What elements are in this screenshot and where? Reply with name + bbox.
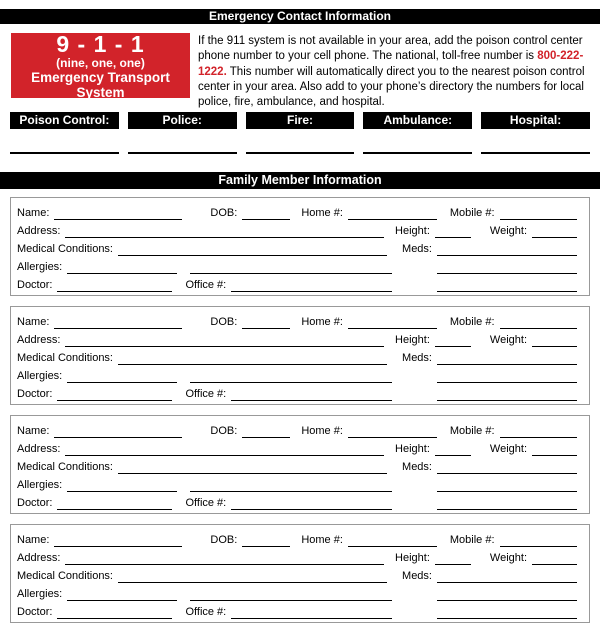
allergies-continuation-field[interactable] bbox=[190, 380, 392, 383]
name-label: Name: bbox=[17, 207, 50, 220]
member-row-4 bbox=[17, 583, 577, 601]
member-row-4 bbox=[17, 474, 577, 492]
allergies-continuation-field[interactable] bbox=[190, 598, 392, 601]
medical-conditions-label: Medical Conditions: bbox=[17, 461, 113, 474]
contact-number-field[interactable] bbox=[128, 152, 237, 154]
weight-label: Weight: bbox=[489, 552, 527, 565]
member-row-3 bbox=[17, 238, 577, 256]
meds-continuation-field-2[interactable] bbox=[437, 398, 577, 401]
member-row-2 bbox=[17, 438, 577, 456]
meds-field[interactable] bbox=[437, 362, 577, 365]
weight-label: Weight: bbox=[489, 334, 527, 347]
meds-field[interactable] bbox=[437, 253, 577, 256]
family-section-title: Family Member Information bbox=[0, 172, 600, 189]
office-phone-field[interactable] bbox=[231, 289, 392, 292]
address-label: Address: bbox=[17, 225, 61, 238]
member-row-3 bbox=[17, 456, 577, 474]
contact-label: Police: bbox=[128, 112, 237, 129]
height-field[interactable] bbox=[435, 235, 471, 238]
name-label: Name: bbox=[17, 316, 50, 329]
allergies-label: Allergies: bbox=[17, 588, 63, 601]
member-row-1 bbox=[17, 311, 577, 329]
office-phone-label: Office #: bbox=[185, 388, 227, 401]
allergies-field[interactable] bbox=[67, 271, 177, 274]
family-member-block bbox=[10, 415, 590, 514]
allergies-continuation-field[interactable] bbox=[190, 271, 392, 274]
allergies-label: Allergies: bbox=[17, 261, 63, 274]
dob-label: DOB: bbox=[210, 425, 238, 438]
member-row-1 bbox=[17, 202, 577, 220]
home-phone-field[interactable] bbox=[348, 435, 437, 438]
height-field[interactable] bbox=[435, 562, 471, 565]
name-field[interactable] bbox=[54, 217, 182, 220]
meds-continuation-field[interactable] bbox=[437, 380, 577, 383]
meds-label: Meds: bbox=[402, 570, 432, 583]
home-phone-field[interactable] bbox=[348, 217, 437, 220]
name-field[interactable] bbox=[54, 435, 182, 438]
weight-field[interactable] bbox=[532, 562, 577, 565]
home-phone-label: Home #: bbox=[301, 207, 343, 220]
member-row-2 bbox=[17, 329, 577, 347]
name-field[interactable] bbox=[54, 544, 182, 547]
mobile-phone-label: Mobile #: bbox=[449, 316, 495, 329]
address-field[interactable] bbox=[65, 453, 384, 456]
member-row-5 bbox=[17, 601, 577, 619]
contact-column bbox=[10, 112, 119, 154]
office-phone-label: Office #: bbox=[185, 279, 227, 292]
contact-number-field[interactable] bbox=[481, 152, 590, 154]
office-phone-label: Office #: bbox=[185, 606, 227, 619]
meds-continuation-field[interactable] bbox=[437, 271, 577, 274]
contact-number-field[interactable] bbox=[10, 152, 119, 154]
home-phone-field[interactable] bbox=[348, 326, 437, 329]
page-title: Emergency Contact Information bbox=[0, 9, 600, 24]
family-member-block bbox=[10, 524, 590, 623]
address-label: Address: bbox=[17, 334, 61, 347]
home-phone-label: Home #: bbox=[301, 534, 343, 547]
allergies-continuation-field[interactable] bbox=[190, 489, 392, 492]
home-phone-field[interactable] bbox=[348, 544, 437, 547]
mobile-phone-field[interactable] bbox=[500, 544, 577, 547]
address-field[interactable] bbox=[65, 562, 384, 565]
member-row-1 bbox=[17, 529, 577, 547]
family-member-block bbox=[10, 306, 590, 405]
height-label: Height: bbox=[395, 334, 430, 347]
dob-label: DOB: bbox=[210, 316, 238, 329]
address-field[interactable] bbox=[65, 235, 384, 238]
contact-label: Ambulance: bbox=[363, 112, 472, 129]
family-member-block bbox=[10, 197, 590, 296]
mobile-phone-field[interactable] bbox=[500, 435, 577, 438]
dob-field[interactable] bbox=[242, 544, 290, 547]
contact-number-field[interactable] bbox=[363, 152, 472, 154]
height-label: Height: bbox=[395, 552, 430, 565]
911-caption: Emergency Transport System bbox=[31, 69, 170, 100]
address-field[interactable] bbox=[65, 344, 384, 347]
height-field[interactable] bbox=[435, 344, 471, 347]
mobile-phone-label: Mobile #: bbox=[449, 425, 495, 438]
allergies-field[interactable] bbox=[67, 380, 177, 383]
member-row-4 bbox=[17, 365, 577, 383]
height-label: Height: bbox=[395, 225, 430, 238]
mobile-phone-label: Mobile #: bbox=[449, 207, 495, 220]
height-field[interactable] bbox=[435, 453, 471, 456]
office-phone-field[interactable] bbox=[231, 507, 392, 510]
mobile-phone-field[interactable] bbox=[500, 217, 577, 220]
911-number: 9 - 1 - 1 bbox=[56, 30, 145, 57]
poison-control-phone-number: 800-222-1222. bbox=[198, 50, 584, 78]
emergency-contacts-row bbox=[10, 112, 590, 154]
instructions-paragraph bbox=[198, 34, 592, 110]
allergies-field[interactable] bbox=[67, 489, 177, 492]
doctor-label: Doctor: bbox=[17, 279, 53, 292]
contact-label: Poison Control: bbox=[10, 112, 119, 129]
mobile-phone-label: Mobile #: bbox=[449, 534, 495, 547]
instructions-text-after: This number will automatically direct you to the nearest poison control center in your area. Also add to your phone’s directory the numbers for local police, fire, ambulance, and hospital. bbox=[198, 65, 585, 109]
dob-field[interactable] bbox=[242, 217, 290, 220]
contact-column bbox=[128, 112, 237, 154]
instructions-text-before: If the 911 system is not available in your area, add the poison control center phone number to your cell phone. The national, toll-free number is bbox=[198, 35, 583, 63]
member-row-4 bbox=[17, 256, 577, 274]
member-row-5 bbox=[17, 383, 577, 401]
allergies-label: Allergies: bbox=[17, 479, 63, 492]
weight-field[interactable] bbox=[532, 453, 577, 456]
911-phonetic: (nine, one, one) bbox=[56, 55, 145, 70]
dob-field[interactable] bbox=[242, 326, 290, 329]
address-label: Address: bbox=[17, 443, 61, 456]
medical-conditions-field[interactable] bbox=[118, 362, 387, 365]
contact-column bbox=[363, 112, 472, 154]
contact-label: Hospital: bbox=[481, 112, 590, 129]
address-label: Address: bbox=[17, 552, 61, 565]
meds-continuation-field-2[interactable] bbox=[437, 616, 577, 619]
member-row-5 bbox=[17, 274, 577, 292]
meds-label: Meds: bbox=[402, 461, 432, 474]
medical-conditions-field[interactable] bbox=[118, 471, 387, 474]
meds-label: Meds: bbox=[402, 352, 432, 365]
dob-field[interactable] bbox=[242, 435, 290, 438]
meds-continuation-field-2[interactable] bbox=[437, 289, 577, 292]
911-badge bbox=[11, 30, 190, 100]
meds-continuation-field[interactable] bbox=[437, 489, 577, 492]
weight-label: Weight: bbox=[489, 225, 527, 238]
doctor-field[interactable] bbox=[57, 398, 172, 401]
meds-field[interactable] bbox=[437, 471, 577, 474]
allergies-label: Allergies: bbox=[17, 370, 63, 383]
medical-conditions-label: Medical Conditions: bbox=[17, 570, 113, 583]
meds-field[interactable] bbox=[437, 580, 577, 583]
meds-continuation-field-2[interactable] bbox=[437, 507, 577, 510]
doctor-field[interactable] bbox=[57, 289, 172, 292]
medical-conditions-field[interactable] bbox=[118, 253, 387, 256]
member-row-1 bbox=[17, 420, 577, 438]
dob-label: DOB: bbox=[210, 534, 238, 547]
doctor-field[interactable] bbox=[57, 507, 172, 510]
office-phone-field[interactable] bbox=[231, 616, 392, 619]
name-label: Name: bbox=[17, 534, 50, 547]
intro-section bbox=[11, 30, 592, 110]
meds-label: Meds: bbox=[402, 243, 432, 256]
contact-column bbox=[246, 112, 355, 154]
member-row-3 bbox=[17, 565, 577, 583]
contact-number-field[interactable] bbox=[246, 152, 355, 154]
name-field[interactable] bbox=[54, 326, 182, 329]
allergies-field[interactable] bbox=[67, 598, 177, 601]
mobile-phone-field[interactable] bbox=[500, 326, 577, 329]
weight-field[interactable] bbox=[532, 235, 577, 238]
office-phone-field[interactable] bbox=[231, 398, 392, 401]
doctor-field[interactable] bbox=[57, 616, 172, 619]
contact-column bbox=[481, 112, 590, 154]
name-label: Name: bbox=[17, 425, 50, 438]
doctor-label: Doctor: bbox=[17, 388, 53, 401]
height-label: Height: bbox=[395, 443, 430, 456]
medical-conditions-field[interactable] bbox=[118, 580, 387, 583]
medical-conditions-label: Medical Conditions: bbox=[17, 352, 113, 365]
home-phone-label: Home #: bbox=[301, 425, 343, 438]
medical-conditions-label: Medical Conditions: bbox=[17, 243, 113, 256]
weight-field[interactable] bbox=[532, 344, 577, 347]
member-row-5 bbox=[17, 492, 577, 510]
dob-label: DOB: bbox=[210, 207, 238, 220]
member-row-2 bbox=[17, 547, 577, 565]
doctor-label: Doctor: bbox=[17, 606, 53, 619]
home-phone-label: Home #: bbox=[301, 316, 343, 329]
weight-label: Weight: bbox=[489, 443, 527, 456]
meds-continuation-field[interactable] bbox=[437, 598, 577, 601]
doctor-label: Doctor: bbox=[17, 497, 53, 510]
family-blocks bbox=[0, 197, 600, 623]
member-row-3 bbox=[17, 347, 577, 365]
member-row-2 bbox=[17, 220, 577, 238]
office-phone-label: Office #: bbox=[185, 497, 227, 510]
contact-label: Fire: bbox=[246, 112, 355, 129]
